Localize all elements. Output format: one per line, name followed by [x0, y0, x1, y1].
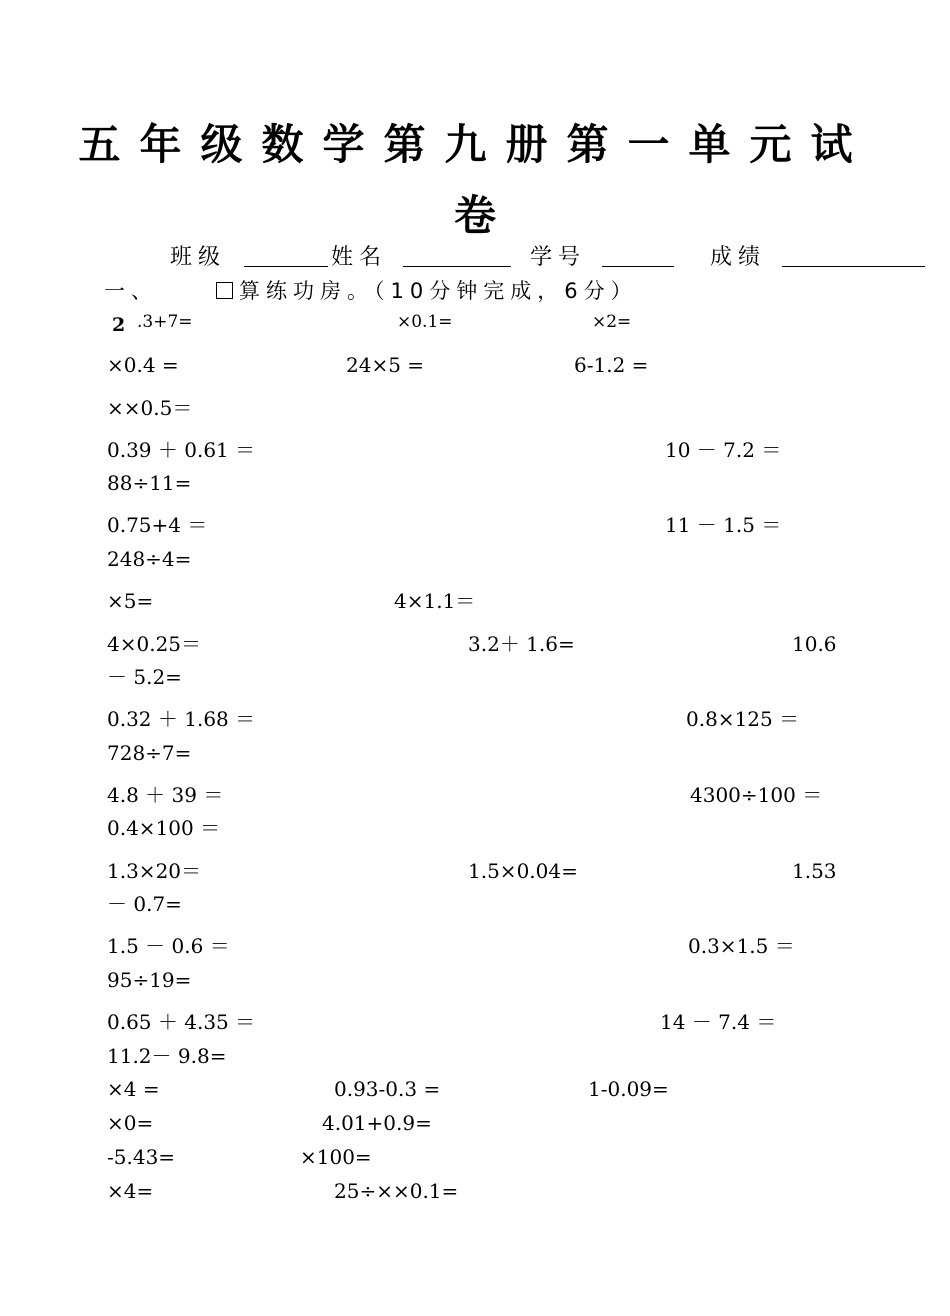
problem-item: 1.3×20＝ — [107, 859, 202, 883]
problem-item: 4.01+0.9= — [322, 1111, 432, 1135]
section-heading-text: 算练功房。（10分钟完成，6分） — [239, 279, 638, 303]
problem-item: 0.4×100 ＝ — [107, 816, 221, 840]
name-label: 姓名 — [331, 245, 388, 270]
problem-item: 248÷4= — [107, 547, 192, 571]
score-blank[interactable] — [782, 266, 925, 267]
problem-item: 11.2－ 9.8= — [107, 1044, 227, 1068]
problem-item: -5.43= — [107, 1145, 176, 1169]
class-blank[interactable] — [244, 266, 328, 267]
problem-item: 11 － 1.5 ＝ — [665, 513, 782, 537]
problem-item: 3.2＋ 1.6= — [468, 632, 575, 656]
problem-item: － 0.7= — [107, 892, 182, 916]
page-title-continued: 卷 — [453, 191, 496, 240]
problem-item: 0.65 ＋ 4.35 ＝ — [107, 1010, 256, 1034]
problem-item: 24×5 = — [346, 353, 425, 377]
problem-item: 0.3×1.5 ＝ — [688, 934, 795, 958]
problem-item: 4×0.25＝ — [107, 632, 202, 656]
problem-item: .3+7= — [137, 312, 193, 332]
problem-item: ×2= — [592, 312, 632, 332]
student-id-label: 学号 — [530, 245, 587, 270]
problem-item: 0.75+4 ＝ — [107, 513, 208, 537]
problem-item: ×0.4 = — [107, 353, 179, 377]
problem-item: 2 — [112, 314, 126, 336]
problem-item: 0.93-0.3 = — [334, 1077, 441, 1101]
problem-item: 4×1.1＝ — [394, 589, 476, 613]
problem-item: 728÷7= — [107, 741, 192, 765]
problem-item: 25÷××0.1= — [334, 1179, 459, 1203]
problem-item: ×0.1= — [397, 312, 453, 332]
problem-item: － 5.2= — [107, 665, 182, 689]
problem-item: 1-0.09= — [588, 1077, 669, 1101]
checkbox-icon — [216, 282, 233, 299]
problem-item: 0.8×125 ＝ — [686, 707, 800, 731]
class-label: 班级 — [170, 245, 227, 270]
problem-item: 14 － 7.4 ＝ — [660, 1010, 777, 1034]
problem-item: 4300÷100 ＝ — [690, 783, 823, 807]
score-label: 成绩 — [710, 245, 767, 270]
problem-item: 0.32 ＋ 1.68 ＝ — [107, 707, 256, 731]
section-heading — [216, 275, 638, 305]
problem-item: 6-1.2 = — [574, 353, 649, 377]
problem-item: 95÷19= — [107, 968, 192, 992]
problem-item: ×5= — [107, 589, 154, 613]
section-number: 一、 — [104, 279, 158, 303]
problem-item: 1.53 — [792, 859, 837, 883]
problem-item: 10.6 — [792, 632, 837, 656]
problem-item: ×4 = — [107, 1077, 160, 1101]
problem-item: 10 － 7.2 ＝ — [665, 438, 782, 462]
problem-item: ×4= — [107, 1179, 154, 1203]
page-title: 五年级数学第九册第一单元试 — [78, 120, 872, 169]
problem-item: 88÷11= — [107, 471, 192, 495]
problem-item: ×100= — [300, 1145, 372, 1169]
problem-item: 4.8 ＋ 39 ＝ — [107, 783, 224, 807]
student-id-blank[interactable] — [602, 266, 674, 267]
problem-item: ××0.5＝ — [107, 396, 193, 420]
problem-item: ×0= — [107, 1111, 154, 1135]
problem-item: 1.5×0.04= — [468, 859, 578, 883]
problem-item: 0.39 ＋ 0.61 ＝ — [107, 438, 256, 462]
problem-item: 1.5 － 0.6 ＝ — [107, 934, 230, 958]
name-blank[interactable] — [403, 266, 511, 267]
